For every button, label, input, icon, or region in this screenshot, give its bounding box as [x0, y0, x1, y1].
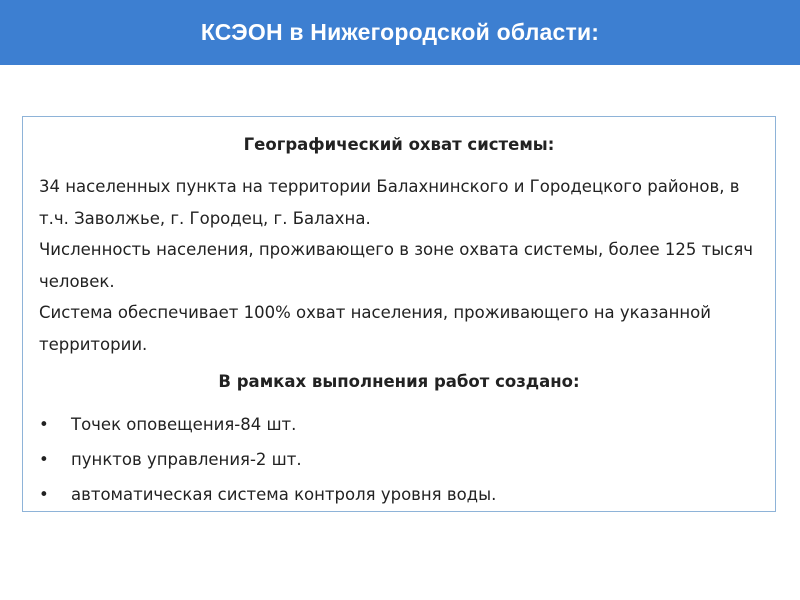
paragraph-coverage: Система обеспечивает 100% охват населения, проживающего на указанной территории.	[39, 303, 717, 354]
title-bar	[0, 0, 800, 65]
list-item-text: Точек оповещения-84 шт.	[71, 415, 297, 434]
bullet-icon: •	[39, 450, 49, 469]
bullet-icon: •	[39, 485, 49, 504]
list-item-text: автоматическая система контроля уровня воды.	[71, 485, 497, 504]
content-box	[22, 116, 776, 512]
list-item	[39, 407, 763, 442]
list-item	[39, 477, 763, 512]
coverage-paragraphs	[39, 171, 774, 360]
paragraph-settlements: 34 населенных пункта на территории Балахнинского и Городецкого районов, в т.ч. Заволжье, г. Городец, г. Балахна.	[39, 177, 745, 228]
works-heading: В рамках выполнения работ создано:	[218, 372, 580, 391]
slide-title: КСЭОН в Нижегородской области:	[200, 19, 600, 45]
works-list	[39, 407, 763, 512]
bullet-icon: •	[39, 415, 49, 434]
coverage-heading: Географический охват системы:	[243, 135, 555, 154]
paragraph-population: Численность населения, проживающего в зоне охвата системы, более 125 тысяч человек.	[39, 240, 774, 291]
list-item-text: пунктов управления-2 шт.	[71, 450, 302, 469]
list-item	[39, 442, 763, 477]
